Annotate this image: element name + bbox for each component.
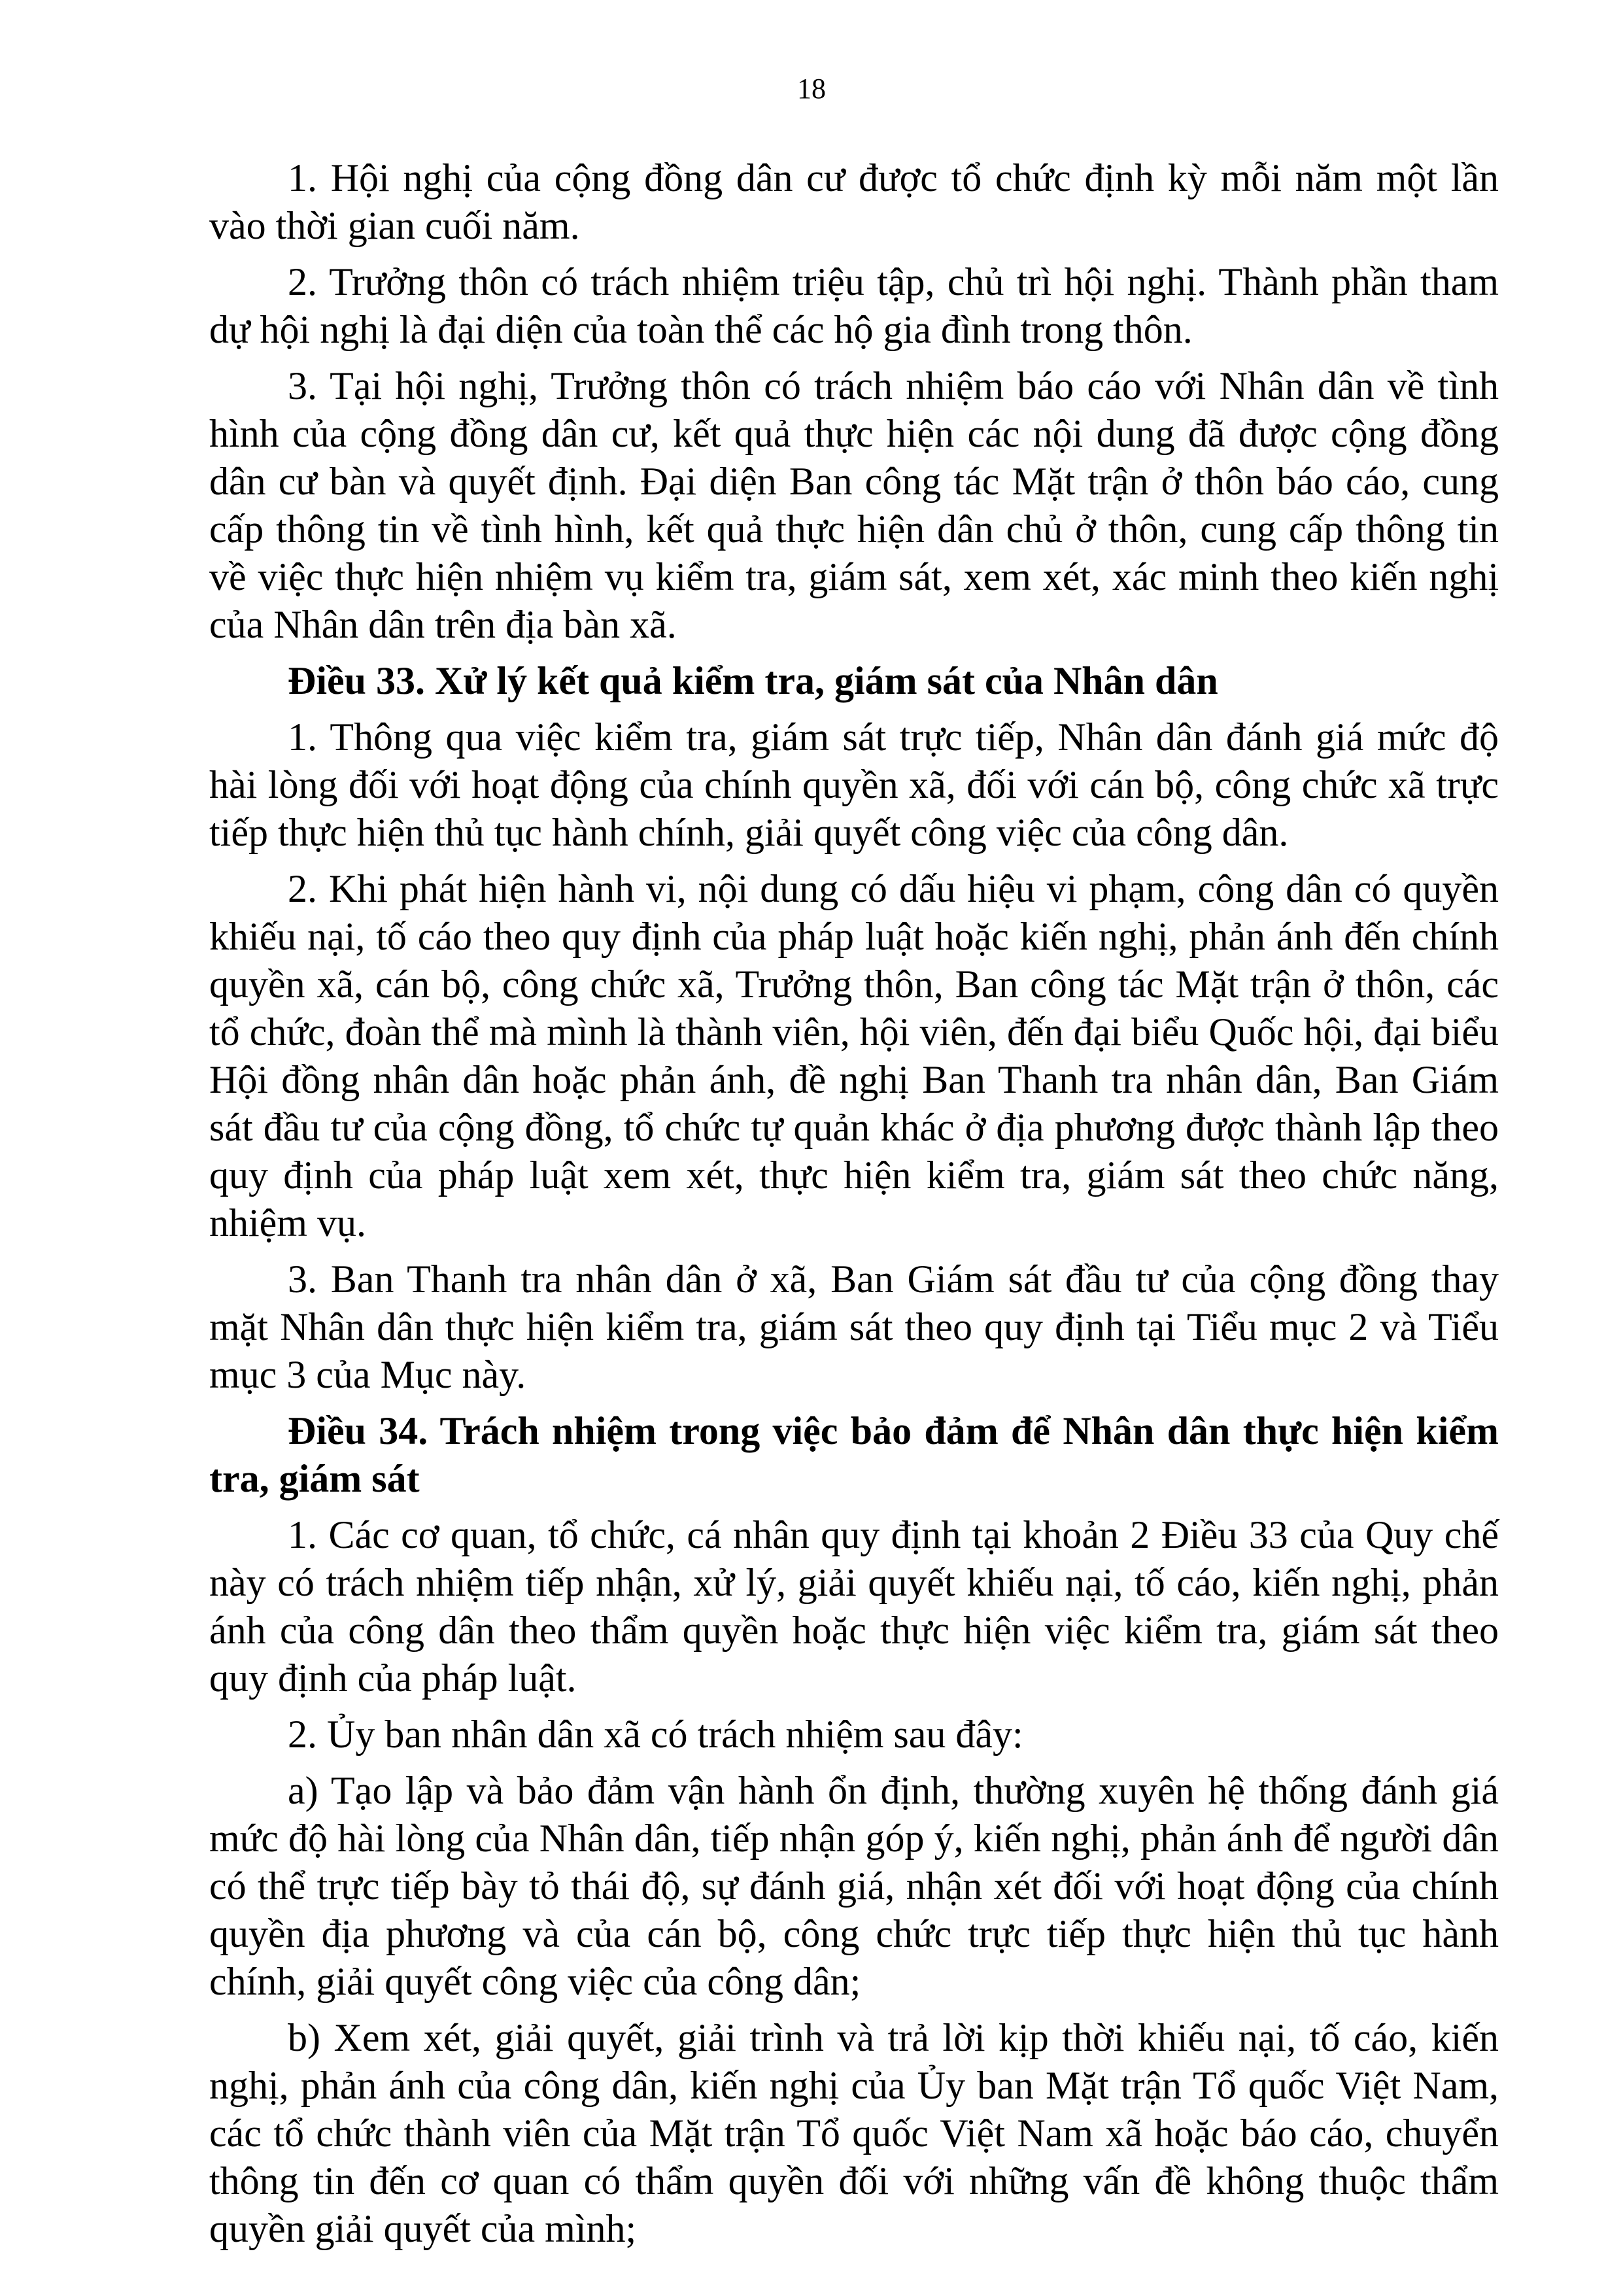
- paragraph: 1. Thông qua việc kiểm tra, giám sát trực tiếp, Nhân dân đánh giá mức độ hài lòng đối với hoạt động của chính quyền xã, đối với cán bộ, công chức xã trực tiếp thực hiện thủ tục hành chính, giải quyết công việc của công dân.: [209, 715, 1499, 854]
- page-number: 18: [797, 73, 826, 105]
- paragraph: 1. Hội nghị của cộng đồng dân cư được tổ chức định kỳ mỗi năm một lần vào thời gian cuối năm.: [209, 156, 1499, 247]
- document-body: [209, 154, 1499, 2261]
- paragraph: 1. Các cơ quan, tổ chức, cá nhân quy định tại khoản 2 Điều 33 của Quy chế này có trách nhiệm tiếp nhận, xử lý, giải quyết khiếu nại, tố cáo, kiến nghị, phản ánh của công dân theo thẩm quyền hoặc thực hiện việc kiểm tra, giám sát theo quy định của pháp luật.: [209, 1513, 1499, 1700]
- paragraph: 2. Trưởng thôn có trách nhiệm triệu tập, chủ trì hội nghị. Thành phần tham dự hội nghị là đại diện của toàn thể các hộ gia đình trong thôn.: [209, 260, 1499, 351]
- paragraph: 3. Ban Thanh tra nhân dân ở xã, Ban Giám sát đầu tư của cộng đồng thay mặt Nhân dân thực hiện kiểm tra, giám sát theo quy định tại Tiểu mục 2 và Tiểu mục 3 của Mục này.: [209, 1258, 1499, 1396]
- paragraph: 3. Tại hội nghị, Trưởng thôn có trách nhiệm báo cáo với Nhân dân về tình hình của cộng đồng dân cư, kết quả thực hiện các nội dung đã được cộng đồng dân cư bàn và quyết định. Đại diện Ban công tác Mặt trận ở thôn báo cáo, cung cấp thông tin về tình hình, kết quả thực hiện dân chủ ở thôn, cung cấp thông tin về việc thực hiện nhiệm vụ kiểm tra, giám sát, xem xét, xác minh theo kiến nghị của Nhân dân trên địa bàn xã.: [209, 364, 1499, 646]
- paragraph: 2. Khi phát hiện hành vi, nội dung có dấu hiệu vi phạm, công dân có quyền khiếu nại, tố cáo theo quy định của pháp luật hoặc kiến nghị, phản ánh đến chính quyền xã, cán bộ, công chức xã, Trưởng thôn, Ban công tác Mặt trận ở thôn, các tổ chức, đoàn thể mà mình là thành viên, hội viên, đến đại biểu Quốc hội, đại biểu Hội đồng nhân dân hoặc phản ánh, đề nghị Ban Thanh tra nhân dân, Ban Giám sát đầu tư của cộng đồng, tổ chức tự quản khác ở địa phương được thành lập theo quy định của pháp luật xem xét, thực hiện kiểm tra, giám sát theo chức năng, nhiệm vụ.: [209, 867, 1499, 1244]
- article-heading: Điều 33. Xử lý kết quả kiểm tra, giám sát của Nhân dân: [288, 659, 1218, 702]
- article-heading: Điều 34. Trách nhiệm trong việc bảo đảm để Nhân dân thực hiện kiểm tra, giám sát: [209, 1409, 1499, 1500]
- paragraph: 2. Ủy ban nhân dân xã có trách nhiệm sau đây:: [288, 1713, 1023, 1756]
- paragraph: a) Tạo lập và bảo đảm vận hành ổn định, thường xuyên hệ thống đánh giá mức độ hài lòng của Nhân dân, tiếp nhận góp ý, kiến nghị, phản ánh để người dân có thể trực tiếp bày tỏ thái độ, sự đánh giá, nhận xét đối với hoạt động của chính quyền địa phương và của cán bộ, công chức trực tiếp thực hiện thủ tục hành chính, giải quyết công việc của công dân;: [209, 1769, 1499, 2003]
- paragraph: b) Xem xét, giải quyết, giải trình và trả lời kịp thời khiếu nại, tố cáo, kiến nghị, phản ánh của công dân, kiến nghị của Ủy ban Mặt trận Tổ quốc Việt Nam, các tổ chức thành viên của Mặt trận Tổ quốc Việt Nam xã hoặc báo cáo, chuyển thông tin đến cơ quan có thẩm quyền đối với những vấn đề không thuộc thẩm quyền giải quyết của mình;: [209, 2016, 1499, 2250]
